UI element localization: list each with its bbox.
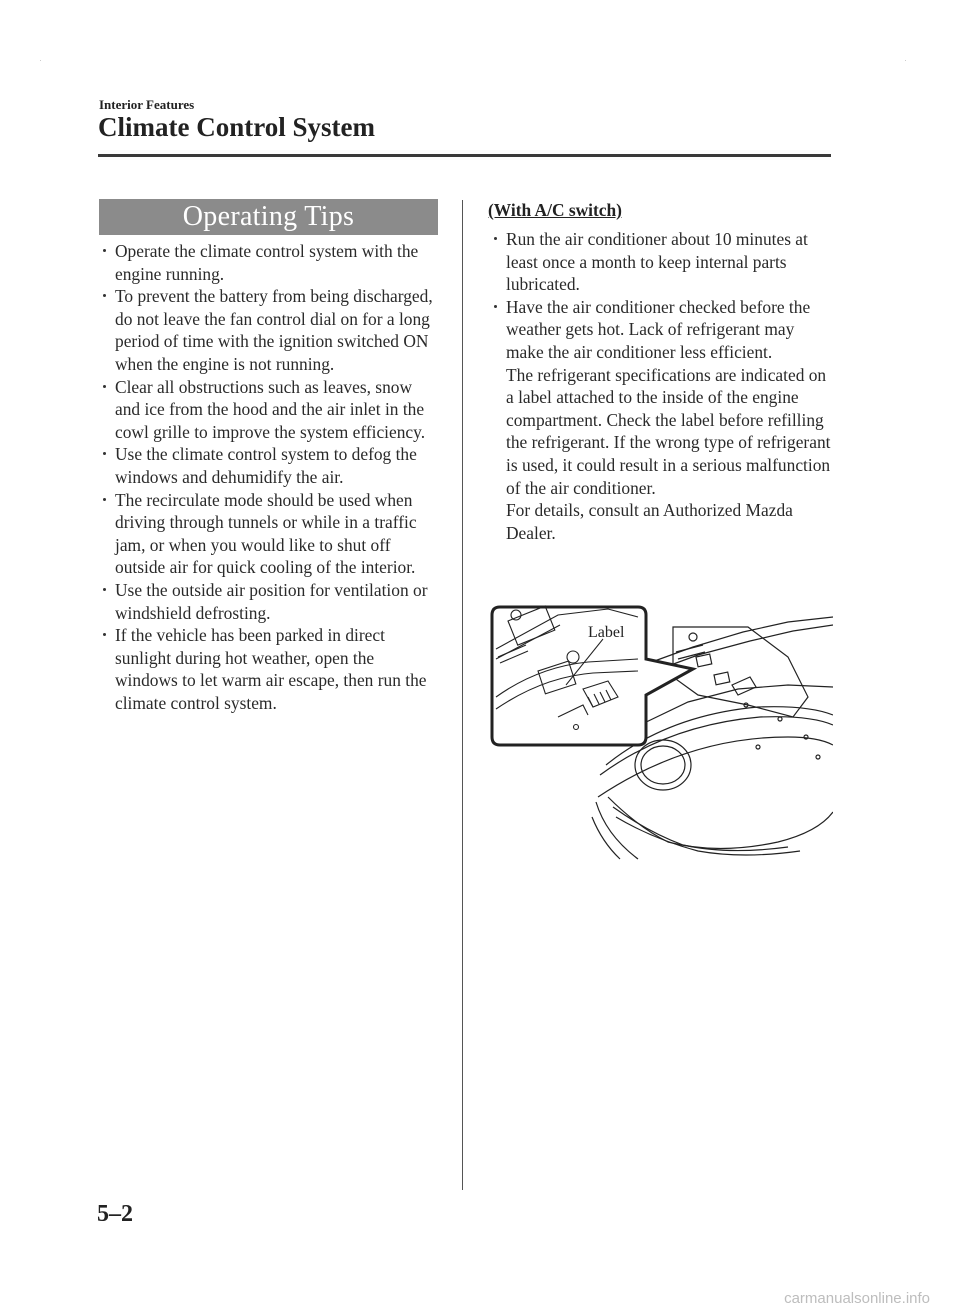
ac-switch-heading: (With A/C switch) xyxy=(488,200,622,220)
paragraph: Have the air conditioner checked before the weather gets hot. Lack of refrigerant may make the air conditioner less efficient. xyxy=(506,296,811,362)
list-item: The recirculate mode should be used when driving through tunnels or while in a traffic jam, or when you would like to shut off outside air for quick cooling of the interior. xyxy=(99,489,441,579)
paragraph: Run the air conditioner about 10 minutes at least once a month to keep internal parts lubricated. xyxy=(506,229,808,295)
operating-tips-banner: Operating Tips xyxy=(99,199,438,235)
page-title: Climate Control System xyxy=(98,112,375,142)
list-item xyxy=(490,228,835,296)
refrigerant-label-illustration xyxy=(488,597,833,862)
list-item xyxy=(490,296,835,545)
watermark: carmanualsonline.info xyxy=(784,1290,930,1307)
paragraph: For details, consult an Authorized Mazda Dealer. xyxy=(506,500,793,543)
title-rule xyxy=(98,154,831,157)
operating-tips-list xyxy=(99,240,441,714)
crop-mark xyxy=(40,60,41,61)
list-item: Use the outside air position for ventilation or windshield defrosting. xyxy=(99,579,441,624)
column-divider xyxy=(462,200,463,1190)
crop-mark xyxy=(905,60,906,61)
ac-tips-list xyxy=(490,228,835,544)
figure-label-text: Label xyxy=(588,624,625,641)
list-item: Operate the climate control system with the engine running. xyxy=(99,240,441,285)
list-item: If the vehicle has been parked in direct sunlight during hot weather, open the windows to let warm air escape, then run the climate control system. xyxy=(99,624,441,714)
list-item: To prevent the battery from being discharged, do not leave the fan control dial on for a long period of time with the ignition switched ON when the engine is not running. xyxy=(99,285,441,375)
section-label: Interior Features xyxy=(99,97,195,112)
paragraph: The refrigerant specifications are indicated on a label attached to the inside of the engine compartment. Check the label before refilling the refrigerant. If the wrong type of refrigerant is used, it could result in a serious malfunction of the air conditioner. xyxy=(506,364,831,498)
list-item: Use the climate control system to defog the windows and dehumidify the air. xyxy=(99,443,441,488)
page-number: 5–2 xyxy=(97,1201,133,1227)
list-item: Clear all obstructions such as leaves, snow and ice from the hood and the air inlet in the cowl grille to improve the system efficiency. xyxy=(99,376,441,444)
